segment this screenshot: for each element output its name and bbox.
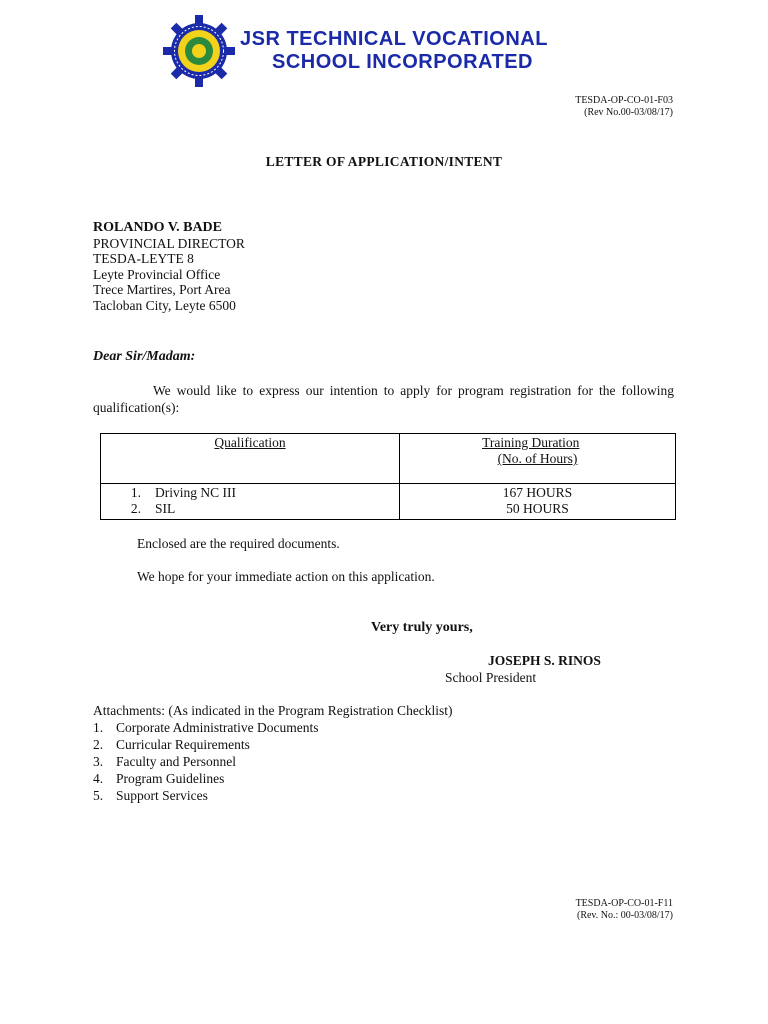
hours-cell bbox=[400, 484, 676, 520]
form-code-bottom-line2: (Rev. No.: 00-03/08/17) bbox=[576, 910, 673, 921]
table-row bbox=[101, 484, 676, 520]
qualification-name: Driving NC III bbox=[155, 485, 236, 500]
signer-name: JOSEPH S. RINOS bbox=[488, 653, 601, 668]
school-logo bbox=[163, 15, 235, 87]
signer-position: School President bbox=[445, 670, 537, 685]
hope-note: We hope for your immediate action on this application. bbox=[137, 569, 435, 584]
closing: Very truly yours, bbox=[371, 620, 473, 635]
item-text: Program Guidelines bbox=[116, 771, 225, 786]
item-number: 1. bbox=[93, 720, 104, 735]
page-title: LETTER OF APPLICATION/INTENT bbox=[265, 154, 503, 169]
form-code-bottom bbox=[576, 898, 673, 922]
list-item bbox=[93, 736, 453, 753]
recipient-line: Trece Martires, Port Area bbox=[93, 282, 231, 298]
item-number: 5. bbox=[93, 788, 104, 803]
form-code-bottom-line1: TESDA-OP-CO-01-F11 bbox=[575, 898, 673, 909]
enclosed-note: Enclosed are the required documents. bbox=[137, 536, 340, 551]
recipient-line: Leyte Provincial Office bbox=[93, 266, 221, 282]
form-code-top-line2: (Rev No.00-03/08/17) bbox=[584, 107, 673, 118]
item-text: Corporate Administrative Documents bbox=[116, 720, 319, 735]
school-name-line1: JSR TECHNICAL VOCATIONAL bbox=[240, 28, 548, 50]
qualification-name: SIL bbox=[155, 501, 176, 516]
attachments-heading: Attachments: (As indicated in the Program Registration Checklist) bbox=[93, 703, 453, 718]
item-number: 4. bbox=[93, 771, 104, 786]
attachments bbox=[93, 702, 453, 804]
item-number: 3. bbox=[93, 754, 104, 769]
recipient-name: ROLANDO V. BADE bbox=[93, 220, 223, 235]
item-text: Curricular Requirements bbox=[116, 737, 250, 752]
attachments-list bbox=[93, 719, 453, 804]
duration-header bbox=[400, 434, 676, 484]
item-text: Faculty and Personnel bbox=[116, 754, 236, 769]
item-text: Support Services bbox=[116, 788, 208, 803]
list-item bbox=[93, 753, 453, 770]
recipient-line: PROVINCIAL DIRECTOR bbox=[93, 235, 245, 251]
duration-header-line2: (No. of Hours) bbox=[497, 451, 578, 466]
list-item bbox=[93, 787, 453, 804]
list-item bbox=[93, 770, 453, 787]
row-number: 2. bbox=[130, 501, 141, 516]
form-code-top bbox=[575, 95, 673, 119]
qualification-cell bbox=[101, 484, 400, 520]
hours-value: 50 HOURS bbox=[506, 501, 569, 516]
row-number: 1. bbox=[130, 485, 141, 500]
salutation: Dear Sir/Madam: bbox=[93, 349, 196, 364]
list-item bbox=[93, 719, 453, 736]
duration-header-line1: Training Duration bbox=[482, 435, 580, 450]
qualification-header-label: Qualification bbox=[214, 435, 286, 450]
qualification-table bbox=[100, 433, 676, 520]
qualification-header bbox=[101, 434, 400, 484]
school-name-line2: SCHOOL INCORPORATED bbox=[272, 51, 533, 73]
form-code-top-line1: TESDA-OP-CO-01-F03 bbox=[575, 95, 673, 106]
recipient-address bbox=[93, 220, 245, 314]
recipient-line: TESDA-LEYTE 8 bbox=[93, 251, 194, 267]
hours-value: 167 HOURS bbox=[502, 485, 573, 500]
body-paragraph: We would like to express our intention to apply for program registration for the following qualification(s): bbox=[93, 383, 674, 415]
table-header-row bbox=[101, 434, 676, 484]
item-number: 2. bbox=[93, 737, 104, 752]
recipient-line: Tacloban City, Leyte 6500 bbox=[93, 297, 236, 313]
